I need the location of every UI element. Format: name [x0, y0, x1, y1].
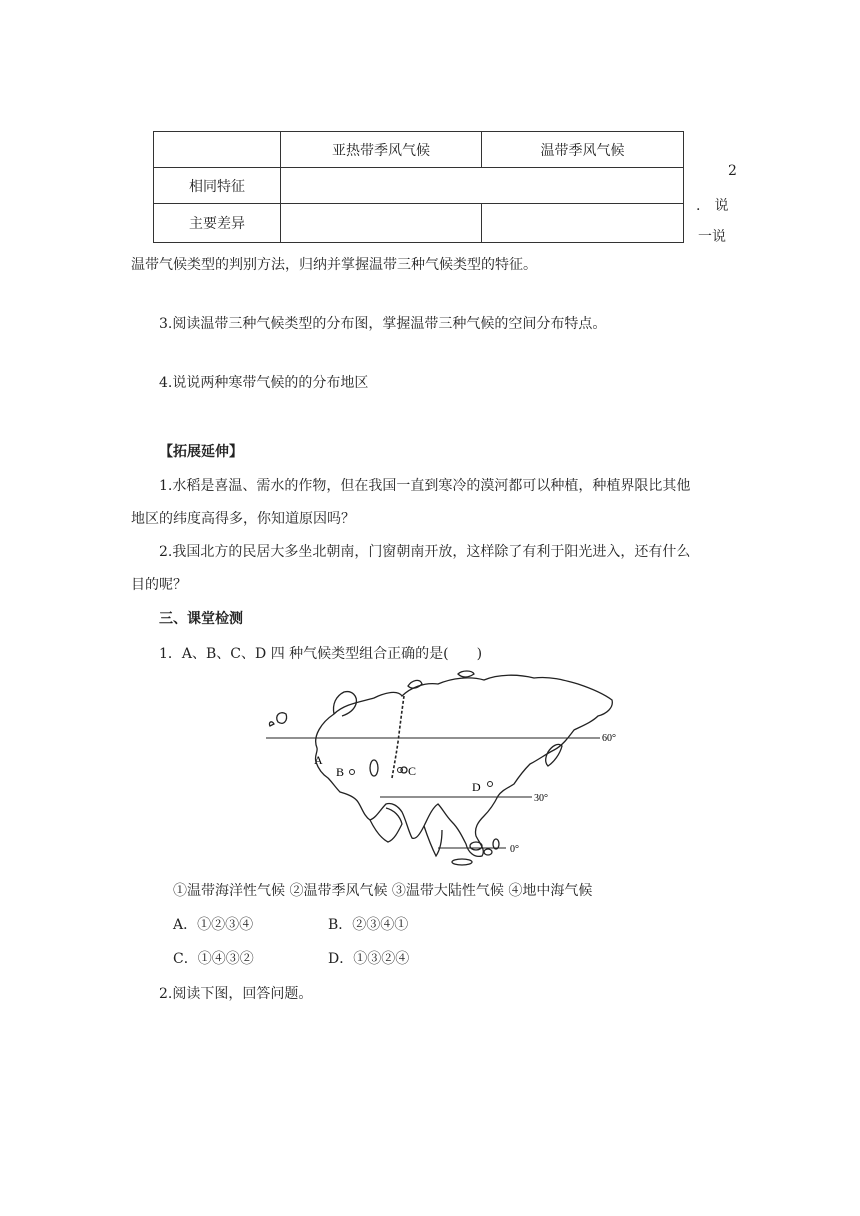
table-row-label-diff: 主要差异 [154, 204, 281, 243]
extension-q1-line2: 地区的纬度高得多，你知道原因吗？ [131, 511, 355, 527]
label-lat0: 0° [510, 844, 519, 855]
table-row-label-common: 相同特征 [154, 168, 281, 204]
side-note-line2: . 说 [696, 198, 729, 214]
map-label-b: B [336, 765, 345, 779]
table-header-temperate: 温带季风气候 [482, 132, 684, 168]
table-header-empty [154, 132, 281, 168]
paragraph-4: 4.说说两种寒带气候的的分布地区 [159, 375, 369, 391]
marker-c [398, 768, 403, 773]
side-note-line3: 一说 [698, 229, 726, 245]
option-b: B．②③④① [328, 917, 409, 933]
extension-heading: 【拓展延伸】 [159, 444, 243, 460]
label-lat30: 30° [534, 793, 548, 804]
eurasia-map [262, 670, 624, 868]
table-cell-common [281, 168, 684, 204]
marker-d [488, 782, 493, 787]
test-q1: 1．A、B、C、D 四 种气候类型组合正确的是( ) [159, 646, 483, 662]
paragraph-3: 3.阅读温带三种气候类型的分布图，掌握温带三种气候的空间分布特点。 [159, 316, 607, 332]
extension-q2-line2: 目的呢？ [131, 577, 187, 593]
test-q2: 2.阅读下图，回答问题。 [159, 986, 313, 1002]
climate-legend: ①温带海洋性气候 ②温带季风气候 ③温带大陆性气候 ④地中海气候 [173, 883, 593, 899]
side-note-num: 2 [728, 163, 737, 179]
test-heading: 三、课堂检测 [159, 611, 243, 627]
map-label-d: D [472, 780, 481, 794]
marker-b [350, 770, 355, 775]
option-a: A．①②③④ [173, 917, 254, 933]
coastline [269, 671, 612, 865]
extension-q1-line1: 1.水稻是喜温、需水的作物，但在我国一直到寒冷的漠河都可以种植，种植界限比其他 [159, 478, 691, 494]
extension-q2-line1: 2.我国北方的民居大多坐北朝南，门窗朝南开放，这样除了有利于阳光进入，还有什么 [159, 544, 691, 560]
map-label-c: C [408, 764, 417, 778]
table-cell-diff-subtropical [281, 204, 482, 243]
option-d: D．①③②④ [328, 951, 410, 967]
table-header-subtropical: 亚热带季风气候 [281, 132, 482, 168]
option-c: C．①④③② [173, 951, 254, 967]
comparison-table [153, 131, 684, 243]
label-lat60: 60° [602, 733, 616, 744]
paragraph-2-cont: 温带气候类型的判别方法，归纳并掌握温带三种气候类型的特征。 [131, 257, 537, 273]
map-label-a: A [314, 753, 323, 767]
table-cell-diff-temperate [482, 204, 684, 243]
